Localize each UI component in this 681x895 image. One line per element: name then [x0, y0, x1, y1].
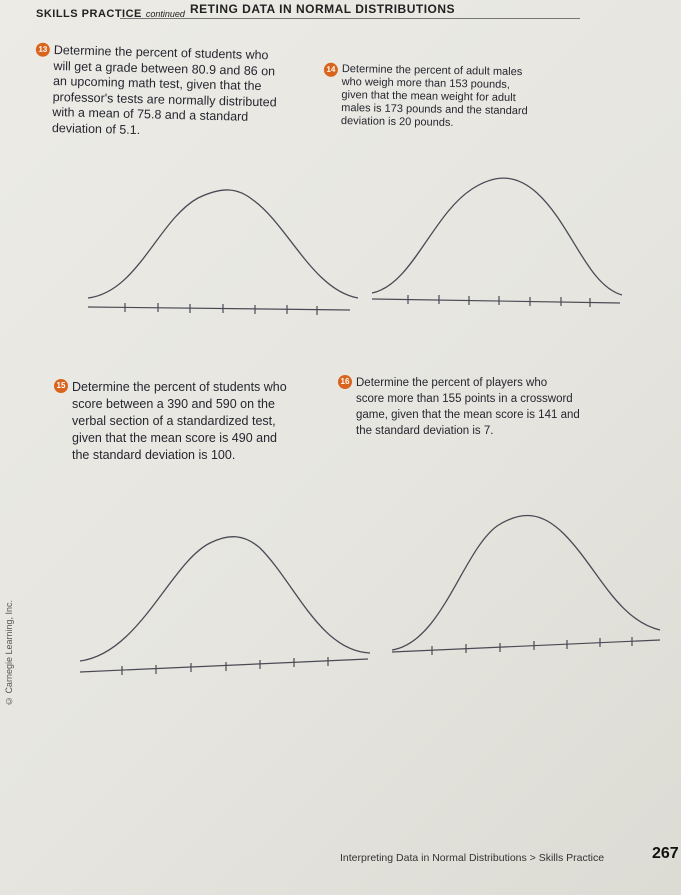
problem-text: Determine the percent of players who score more than 155 points in a crossword game, given that the mean score is 141 and the standard deviation is 7. — [356, 377, 580, 437]
problem-text: Determine the percent of students who score between a 390 and 590 on the verbal section of a standardized test, given that the mean score is 490 and the standard deviation is 100. — [72, 380, 287, 462]
footer-text: Interpreting Data in Normal Distributions > Skills Practice — [340, 852, 605, 864]
page-number: 267 — [652, 845, 679, 862]
problem-text: Determine the percent of students who will get a grade between 80.9 and 86 on an upcoming math test, given that the professor's tests are normally distributed with a mean of 75.8 and a standard deviation of 5.1. — [51, 43, 277, 137]
bell-curve — [392, 516, 660, 650]
bell-curve — [88, 190, 358, 298]
problem-number-badge: 16 — [338, 375, 352, 389]
normal-curve-13 — [88, 180, 358, 320]
bell-curve — [80, 537, 370, 661]
skills-practice-label — [36, 8, 185, 20]
normal-curve-16 — [392, 512, 662, 657]
continued-label: continued — [145, 9, 185, 19]
problem-number-badge: 14 — [324, 63, 338, 77]
section-title: RETING DATA IN NORMAL DISTRIBUTIONS — [190, 2, 456, 16]
problem-text: Determine the percent of adult males who weigh more than 153 pounds, given that the mean weight for adult males is 173 pounds and the standard deviation is 20 pounds. — [340, 63, 528, 129]
copyright-side-text: © Carnegie Learning, Inc. — [4, 600, 14, 707]
problem-number-badge: 15 — [54, 379, 68, 393]
axis-line — [88, 307, 350, 310]
normal-curve-14 — [372, 175, 627, 315]
problem-number-badge: 13 — [36, 43, 50, 57]
axis-line — [80, 659, 368, 672]
header-rule — [120, 18, 580, 19]
bell-curve — [372, 178, 622, 295]
axis-line — [372, 299, 620, 303]
problem-13 — [38, 43, 324, 143]
skills-label: SKILLS PRACTICE — [36, 8, 142, 20]
normal-curve-15 — [80, 533, 375, 678]
problem-14 — [326, 63, 602, 133]
problem-16 — [340, 375, 636, 439]
problem-15 — [56, 379, 352, 464]
